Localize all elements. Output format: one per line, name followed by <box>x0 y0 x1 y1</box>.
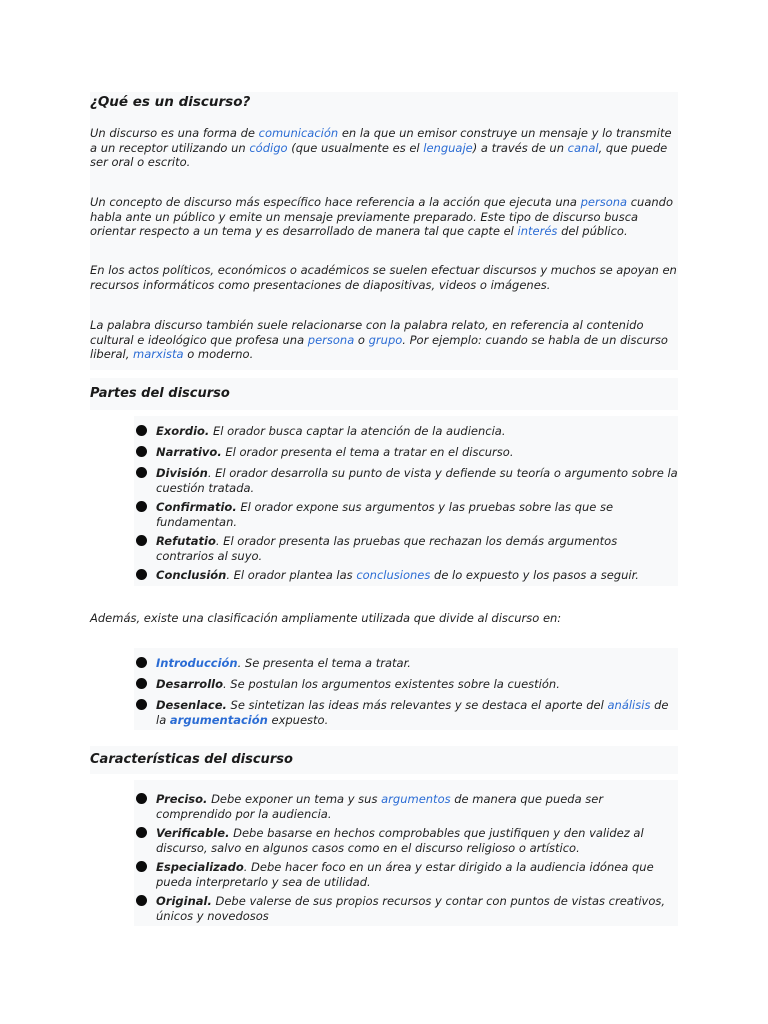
clasificacion-list <box>134 656 678 728</box>
paragraph-relato: La palabra discurso también suele relacionarse con la palabra relato, en referencia al contenido cultural e ideológico que profesa una persona o grupo. Por ejemplo: cuando se habla de un discurso liberal, marxista o moderno. <box>90 318 668 361</box>
list-item: División. El orador desarrolla su punto de vista y defiende su teoría o argumento sobre la cuestión tratada. <box>134 466 678 496</box>
bullet-icon <box>136 535 147 546</box>
link-canal[interactable]: canal <box>567 140 599 155</box>
bullet-icon <box>136 827 147 838</box>
caracteristicas-list <box>134 792 678 924</box>
list-item: Exordio. El orador busca captar la atención de la audiencia. <box>134 424 678 439</box>
section-heading-partes: Partes del discurso <box>90 386 230 401</box>
list-item: Confirmatio. El orador expone sus argumentos y las pruebas sobre las que se fundamentan. <box>134 500 678 530</box>
link-lenguaje[interactable]: lenguaje <box>423 140 473 155</box>
list-item: Original. Debe valerse de sus propios recursos y contar con puntos de vistas creativos, únicos y novedosos <box>134 894 678 924</box>
list-item: Introducción. Se presenta el tema a tratar. <box>134 656 678 671</box>
list-item: Conclusión. El orador plantea las conclusiones de lo expuesto y los pasos a seguir. <box>134 568 678 583</box>
link-argumentos[interactable]: argumentos <box>381 792 451 806</box>
link-persona-2[interactable]: persona <box>307 332 355 347</box>
bullet-icon <box>136 657 147 668</box>
list-item: Preciso. Debe exponer un tema y sus argumentos de manera que pueda ser comprendido por la audiencia. <box>134 792 678 822</box>
link-comunicacion[interactable]: comunicación <box>258 126 339 140</box>
paragraph-definition: Un discurso es una forma de comunicación en la que un emisor construye un mensaje y lo transmite a un receptor utilizando un código (que usualmente es el lenguaje) a través de un canal, que puede ser oral o escrito. <box>90 126 672 169</box>
bullet-icon <box>136 425 147 436</box>
list-item: Especializado. Debe hacer foco en un área y estar dirigido a la audiencia idónea que pueda interpretarlo y sea de utilidad. <box>134 860 678 890</box>
list-item: Desarrollo. Se postulan los argumentos existentes sobre la cuestión. <box>134 677 678 692</box>
link-argumentacion[interactable]: argumentación <box>169 713 268 727</box>
list-item: Refutatio. El orador presenta las pruebas que rechazan los demás argumentos contrarios al suyo. <box>134 534 678 564</box>
paragraph-clasificacion: Además, existe una clasificación ampliamente utilizada que divide al discurso en: <box>90 611 562 625</box>
list-item: Narrativo. El orador presenta el tema a tratar en el discurso. <box>134 445 678 460</box>
bullet-icon <box>136 895 147 906</box>
bullet-icon <box>136 699 147 710</box>
partes-list <box>134 424 678 583</box>
bullet-icon <box>136 467 147 478</box>
link-codigo[interactable]: código <box>249 140 288 155</box>
section-heading-caracteristicas: Características del discurso <box>90 752 293 767</box>
bullet-icon <box>136 793 147 804</box>
paragraph-concept: Un concepto de discurso más específico hace referencia a la acción que ejecuta una persona cuando habla ante un público y emite un mensaje previamente preparado. Este tipo de discurso busca orientar respecto a un tema y es desarrollado de manera tal que capte el interés del público. <box>90 195 674 238</box>
link-introduccion[interactable]: Introducción <box>156 656 238 670</box>
bullet-icon <box>136 861 147 872</box>
paragraph-actos: En los actos políticos, económicos o académicos se suelen efectuar discursos y muchos se apoyan en recursos informáticos como presentaciones de diapositivas, videos o imágenes. <box>90 263 677 292</box>
bullet-icon <box>136 446 147 457</box>
list-item: Desenlace. Se sintetizan las ideas más relevantes y se destaca el aporte del análisis de la argumentación expuesto. <box>134 698 678 728</box>
list-item: Verificable. Debe basarse en hechos comprobables que justifiquen y den validez al discurso, salvo en algunos casos como en el discurso religioso o artístico. <box>134 826 678 856</box>
bullet-icon <box>136 569 147 580</box>
link-conclusiones[interactable]: conclusiones <box>356 568 431 582</box>
link-interes[interactable]: interés <box>517 224 558 238</box>
page-title: ¿Qué es un discurso? <box>90 94 251 110</box>
bullet-icon <box>136 678 147 689</box>
link-analisis[interactable]: análisis <box>607 698 651 712</box>
link-persona[interactable]: persona <box>580 195 628 209</box>
link-grupo[interactable]: grupo <box>368 332 403 347</box>
bullet-icon <box>136 501 147 512</box>
link-marxista[interactable]: marxista <box>133 347 184 361</box>
